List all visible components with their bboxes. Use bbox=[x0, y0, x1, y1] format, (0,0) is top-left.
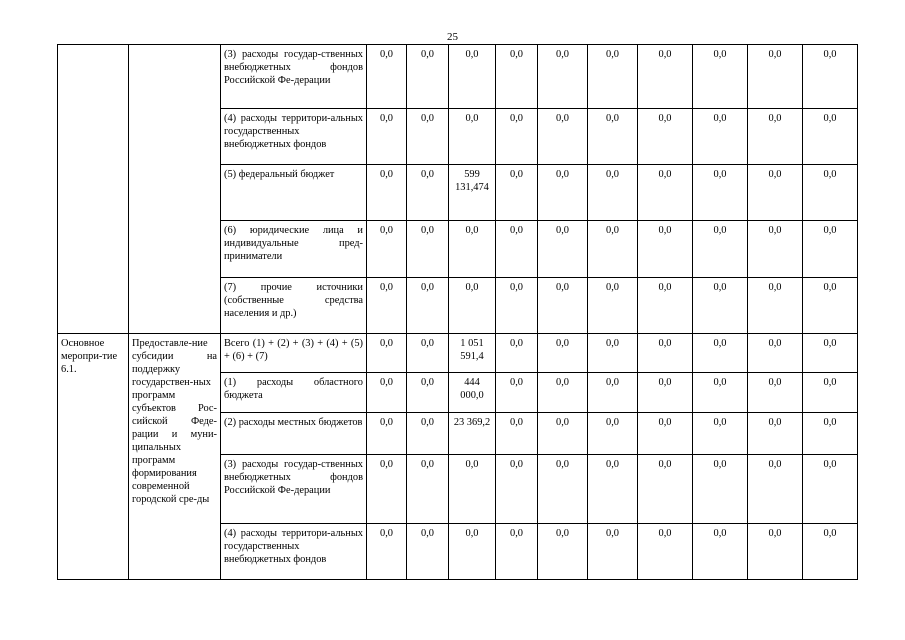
value-cell: 0,0 bbox=[748, 221, 803, 278]
funding-source: (2) расходы местных бюджетов bbox=[221, 413, 367, 455]
value-cell: 0,0 bbox=[496, 278, 538, 334]
value-cell: 0,0 bbox=[693, 373, 748, 413]
value-cell: 0,0 bbox=[748, 165, 803, 221]
value-cell: 0,0 bbox=[496, 45, 538, 109]
value-cell: 0,0 bbox=[803, 334, 858, 373]
value-cell: 0,0 bbox=[367, 455, 407, 524]
value-cell: 0,0 bbox=[638, 278, 693, 334]
value-cell: 0,0 bbox=[496, 221, 538, 278]
funding-source: Всего (1) + (2) + (3) + (4) + (5) + (6) + (7) bbox=[221, 334, 367, 373]
measure-name-cell-empty bbox=[129, 45, 221, 334]
value-cell: 0,0 bbox=[367, 413, 407, 455]
value-cell: 0,0 bbox=[748, 413, 803, 455]
value-cell: 0,0 bbox=[407, 334, 449, 373]
value-cell: 0,0 bbox=[588, 334, 638, 373]
value-cell: 0,0 bbox=[748, 45, 803, 109]
value-cell: 599 131,474 bbox=[449, 165, 496, 221]
value-cell: 0,0 bbox=[538, 165, 588, 221]
value-cell: 444 000,0 bbox=[449, 373, 496, 413]
value-cell: 0,0 bbox=[367, 373, 407, 413]
value-cell: 0,0 bbox=[407, 455, 449, 524]
value-cell: 0,0 bbox=[449, 45, 496, 109]
measure-code: Основное меропри-тие 6.1. bbox=[58, 334, 129, 580]
value-cell: 0,0 bbox=[638, 221, 693, 278]
value-cell: 0,0 bbox=[538, 524, 588, 580]
value-cell: 0,0 bbox=[748, 373, 803, 413]
value-cell: 0,0 bbox=[496, 524, 538, 580]
funding-source: (3) расходы государ-ственных внебюджетных фондов Российской Фе-дерации bbox=[221, 455, 367, 524]
value-cell: 0,0 bbox=[496, 109, 538, 165]
value-cell: 0,0 bbox=[588, 524, 638, 580]
value-cell: 0,0 bbox=[449, 455, 496, 524]
value-cell: 0,0 bbox=[449, 278, 496, 334]
value-cell: 0,0 bbox=[407, 373, 449, 413]
value-cell: 0,0 bbox=[496, 334, 538, 373]
value-cell: 0,0 bbox=[693, 221, 748, 278]
value-cell: 0,0 bbox=[496, 413, 538, 455]
value-cell: 0,0 bbox=[538, 221, 588, 278]
value-cell: 0,0 bbox=[538, 109, 588, 165]
value-cell: 0,0 bbox=[496, 455, 538, 524]
value-cell: 0,0 bbox=[693, 45, 748, 109]
value-cell: 0,0 bbox=[803, 524, 858, 580]
funding-source: (4) расходы территори-альных государственных внебюджетных фондов bbox=[221, 109, 367, 165]
value-cell: 0,0 bbox=[588, 455, 638, 524]
measure-code-cell-empty bbox=[58, 45, 129, 334]
value-cell: 0,0 bbox=[693, 524, 748, 580]
value-cell: 1 051 591,4 bbox=[449, 334, 496, 373]
funding-source: (1) расходы областного бюджета bbox=[221, 373, 367, 413]
value-cell: 0,0 bbox=[638, 373, 693, 413]
value-cell: 0,0 bbox=[638, 413, 693, 455]
value-cell: 0,0 bbox=[748, 334, 803, 373]
page-number: 25 bbox=[447, 31, 458, 43]
funding-source: (4) расходы территори-альных государственных внебюджетных фондов bbox=[221, 524, 367, 580]
value-cell: 0,0 bbox=[588, 278, 638, 334]
value-cell: 0,0 bbox=[588, 45, 638, 109]
value-cell: 0,0 bbox=[748, 109, 803, 165]
value-cell: 0,0 bbox=[803, 373, 858, 413]
funding-source: (5) федеральный бюджет bbox=[221, 165, 367, 221]
value-cell: 0,0 bbox=[538, 455, 588, 524]
value-cell: 0,0 bbox=[367, 334, 407, 373]
value-cell: 0,0 bbox=[367, 278, 407, 334]
value-cell: 0,0 bbox=[367, 165, 407, 221]
value-cell: 0,0 bbox=[803, 278, 858, 334]
value-cell: 0,0 bbox=[693, 413, 748, 455]
value-cell: 0,0 bbox=[803, 221, 858, 278]
value-cell: 0,0 bbox=[803, 455, 858, 524]
value-cell: 0,0 bbox=[367, 221, 407, 278]
value-cell: 0,0 bbox=[588, 221, 638, 278]
value-cell: 0,0 bbox=[407, 278, 449, 334]
funding-source: (7) прочие источники (собственные средства населения и др.) bbox=[221, 278, 367, 334]
value-cell: 0,0 bbox=[748, 278, 803, 334]
value-cell: 0,0 bbox=[496, 165, 538, 221]
value-cell: 0,0 bbox=[693, 109, 748, 165]
value-cell: 0,0 bbox=[638, 165, 693, 221]
value-cell: 0,0 bbox=[748, 455, 803, 524]
value-cell: 0,0 bbox=[449, 109, 496, 165]
value-cell: 0,0 bbox=[367, 524, 407, 580]
budget-table bbox=[57, 44, 858, 580]
value-cell: 0,0 bbox=[693, 278, 748, 334]
value-cell: 0,0 bbox=[407, 524, 449, 580]
table-row bbox=[58, 45, 858, 109]
value-cell: 0,0 bbox=[538, 45, 588, 109]
value-cell: 0,0 bbox=[407, 165, 449, 221]
value-cell: 0,0 bbox=[588, 373, 638, 413]
value-cell: 0,0 bbox=[803, 109, 858, 165]
value-cell: 0,0 bbox=[803, 45, 858, 109]
value-cell: 0,0 bbox=[407, 109, 449, 165]
value-cell: 0,0 bbox=[588, 165, 638, 221]
value-cell: 0,0 bbox=[803, 165, 858, 221]
funding-source: (3) расходы государ-ственных внебюджетных фондов Российской Фе-дерации bbox=[221, 45, 367, 109]
value-cell: 0,0 bbox=[367, 109, 407, 165]
value-cell: 0,0 bbox=[407, 413, 449, 455]
value-cell: 23 369,2 bbox=[449, 413, 496, 455]
value-cell: 0,0 bbox=[538, 413, 588, 455]
measure-name: Предоставле-ние субсидии на поддержку государствен-ных программ субъектов Рос-сийской Феде-рации и муни-ципальных программ формирования современной городской сре-ды bbox=[129, 334, 221, 580]
value-cell: 0,0 bbox=[538, 278, 588, 334]
value-cell: 0,0 bbox=[367, 45, 407, 109]
funding-source: (6) юридические лица и индивидуальные пред-приниматели bbox=[221, 221, 367, 278]
value-cell: 0,0 bbox=[407, 45, 449, 109]
value-cell: 0,0 bbox=[538, 373, 588, 413]
value-cell: 0,0 bbox=[449, 221, 496, 278]
value-cell: 0,0 bbox=[638, 455, 693, 524]
value-cell: 0,0 bbox=[803, 413, 858, 455]
value-cell: 0,0 bbox=[407, 221, 449, 278]
value-cell: 0,0 bbox=[588, 413, 638, 455]
value-cell: 0,0 bbox=[449, 524, 496, 580]
table-row bbox=[58, 334, 858, 373]
value-cell: 0,0 bbox=[638, 524, 693, 580]
value-cell: 0,0 bbox=[638, 334, 693, 373]
value-cell: 0,0 bbox=[588, 109, 638, 165]
value-cell: 0,0 bbox=[538, 334, 588, 373]
value-cell: 0,0 bbox=[693, 334, 748, 373]
value-cell: 0,0 bbox=[638, 45, 693, 109]
value-cell: 0,0 bbox=[638, 109, 693, 165]
value-cell: 0,0 bbox=[693, 455, 748, 524]
value-cell: 0,0 bbox=[496, 373, 538, 413]
value-cell: 0,0 bbox=[693, 165, 748, 221]
value-cell: 0,0 bbox=[748, 524, 803, 580]
